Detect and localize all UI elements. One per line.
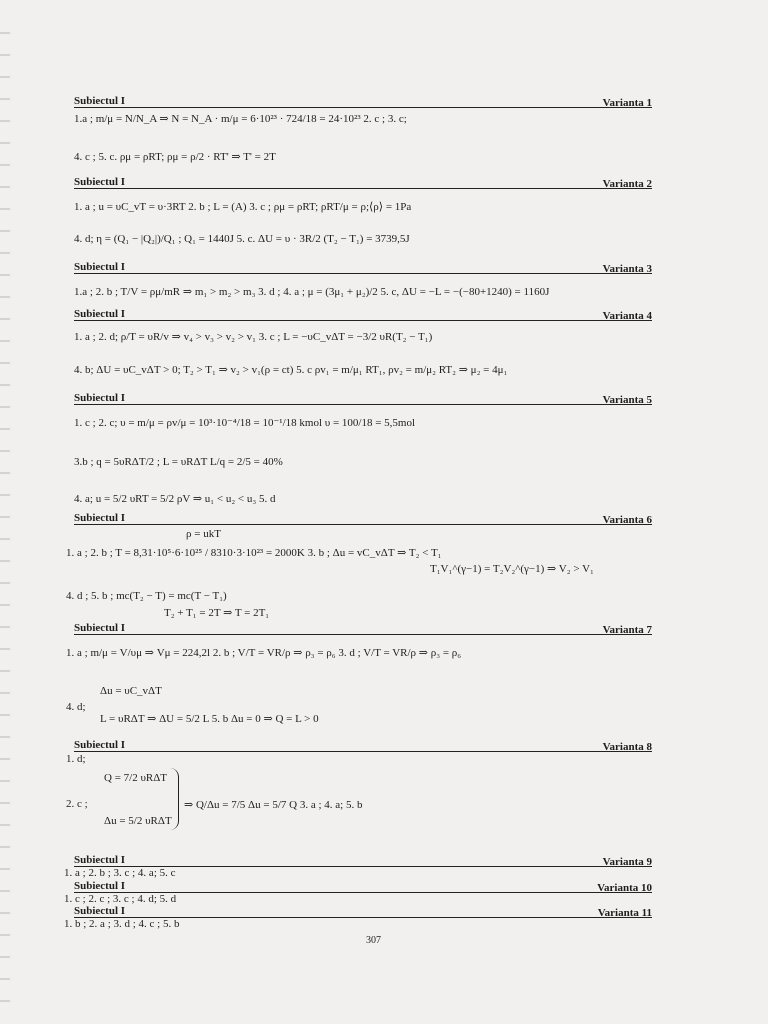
answer-line: 3.b ; q = 5υRΔT/2 ; L = υRΔT L/q = 2/5 = 40%	[74, 456, 283, 468]
answer-line: 1. c ; 2. c ; 3. c ; 4. d; 5. d	[64, 893, 177, 905]
section-header	[74, 93, 652, 108]
answer-line: 1. a ; 2. d; ρ/T = υR/v ⇒ v₄ > v₃ > v₂ > v₁ 3. c ; L = −υC_vΔT = −3/2 υR(T₂ − T₁)	[74, 331, 433, 343]
section-header	[74, 306, 652, 321]
variant-label: Varianta 11	[597, 907, 652, 919]
answer-line: ⇒ Q/Δu = 7/5 Δu = 5/7 Q 3. a ; 4. a; 5. b	[184, 799, 363, 811]
answer-line: 4. c ; 5. c. ρμ = ρRT; ρμ = ρ/2 · RT' ⇒ T' = 2T	[74, 151, 276, 163]
section-varianta-11	[74, 903, 652, 918]
variant-label: Varianta 6	[602, 514, 652, 526]
section-header	[74, 174, 652, 189]
subject-label: Subiectul I	[74, 392, 126, 404]
section-varianta-5	[74, 390, 652, 405]
answer-line: ρ = ukT	[186, 528, 221, 540]
section-header	[74, 620, 652, 635]
subject-label: Subiectul I	[74, 176, 126, 188]
section-header	[74, 852, 652, 867]
answer-line: 2. c ;	[66, 798, 88, 810]
variant-label: Varianta 4	[602, 310, 652, 322]
subject-label: Subiectul I	[74, 512, 126, 524]
variant-label: Varianta 8	[602, 741, 652, 753]
section-header	[74, 390, 652, 405]
section-varianta-1	[74, 93, 652, 108]
variant-label: Varianta 7	[602, 624, 652, 636]
subject-label: Subiectul I	[74, 905, 126, 917]
section-header	[74, 737, 652, 752]
answer-line: Q = 7/2 υRΔT	[104, 772, 168, 784]
section-varianta-8	[74, 737, 652, 752]
variant-label: Varianta 5	[602, 394, 652, 406]
section-varianta-6	[74, 510, 652, 525]
variant-label: Varianta 10	[597, 882, 652, 894]
subject-label: Subiectul I	[74, 261, 126, 273]
answer-line: 4. d ; 5. b ; mc(T₂ − T) = mc(T − T₁)	[66, 590, 227, 602]
variant-label: Varianta 1	[602, 97, 652, 109]
subject-label: Subiectul I	[74, 739, 126, 751]
answer-line: T₁V₁^(γ−1) = T₂V₂^(γ−1) ⇒ V₂ > V₁	[430, 563, 594, 575]
answer-line: T₂ + T₁ = 2T ⇒ T = 2T₁	[164, 607, 270, 619]
subject-label: Subiectul I	[74, 880, 126, 892]
answer-line: 1. a ; u = υC_vT = υ·3RT 2. b ; L = (A) 3. c ; ρμ = ρRT; ρRT/μ = ρ;⟨ρ⟩ = 1Pa	[74, 201, 412, 213]
section-header	[74, 510, 652, 525]
answer-line: 4. d;	[66, 701, 86, 713]
answer-line: 1. a ; 2. b ; 3. c ; 4. a; 5. c	[64, 867, 176, 879]
subject-label: Subiectul I	[74, 622, 126, 634]
section-varianta-4	[74, 306, 652, 321]
answer-line: Δu = 5/2 υRΔT	[104, 815, 172, 827]
subject-label: Subiectul I	[74, 308, 126, 320]
subject-label: Subiectul I	[74, 854, 126, 866]
answer-line: 4. b; ΔU = υC_vΔT > 0; T₂ > T₁ ⇒ v₂ > v₁(ρ = ct) 5. c ρv₁ = m/μ₁ RT₁, ρv₂ = m/μ₂ RT₂ ⇒ μ₂ = 4μ₁	[74, 364, 508, 376]
answer-line: 1. d;	[66, 753, 86, 765]
answer-line: L = υRΔT ⇒ ΔU = 5/2 L 5. b Δu = 0 ⇒ Q = L > 0	[100, 713, 319, 725]
section-header	[74, 903, 652, 918]
answer-line: 1. b ; 2. a ; 3. d ; 4. c ; 5. b	[64, 918, 180, 930]
answer-line: 1.a ; m/μ = N/N_A ⇒ N = N_A · m/μ = 6·10²³ · 724/18 = 24·10²³ 2. c ; 3. c;	[74, 113, 407, 125]
answer-line: 1. c ; 2. c; υ = m/μ = ρv/μ = 10³·10⁻⁴/18 = 10⁻¹/18 kmol υ = 100/18 = 5,5mol	[74, 417, 416, 429]
subject-label: Subiectul I	[74, 95, 126, 107]
answer-line: 1. a ; 2. b ; T = 8,31·10⁵·6·10²⁵ / 8310·3·10²³ = 2000K 3. b ; Δu = vC_vΔT ⇒ T₂ < T₁	[66, 547, 442, 559]
section-header	[74, 259, 652, 274]
variant-label: Varianta 9	[602, 856, 652, 868]
answer-line: Δu = υC_vΔT	[100, 685, 162, 697]
section-varianta-3	[74, 259, 652, 274]
section-varianta-10	[74, 878, 652, 893]
answer-line: 4. a; u = 5/2 υRT = 5/2 ρV ⇒ u₁ < u₂ < u₃ 5. d	[74, 493, 276, 505]
section-varianta-7	[74, 620, 652, 635]
answer-line: 1.a ; 2. b ; T/V = ρμ/mR ⇒ m₁ > m₂ > m₃ 3. d ; 4. a ; μ = (3μ₁ + μ₂)/2 5. c, ΔU = −L = −(−80+1240) = 1160J	[74, 286, 550, 298]
binder-holes	[0, 20, 10, 1010]
answer-line: 1. a ; m/μ = V/υμ ⇒ Vμ = 224,2l 2. b ; V/T = VR/ρ ⇒ ρ₃ = ρ₆ 3. d ; V/T = VR/ρ ⇒ ρ₃ = ρ₆	[66, 647, 462, 659]
brace	[170, 768, 179, 830]
section-varianta-9	[74, 852, 652, 867]
page-number: 307	[366, 935, 381, 946]
variant-label: Varianta 3	[602, 263, 652, 275]
section-varianta-2	[74, 174, 652, 189]
answer-line: 4. d; η = (Q₁ − |Q₂|)/Q₁ ; Q₁ = 1440J 5. c. ΔU = υ · 3R/2 (T₂ − T₁) = 3739,5J	[74, 233, 410, 245]
section-header	[74, 878, 652, 893]
variant-label: Varianta 2	[602, 178, 652, 190]
